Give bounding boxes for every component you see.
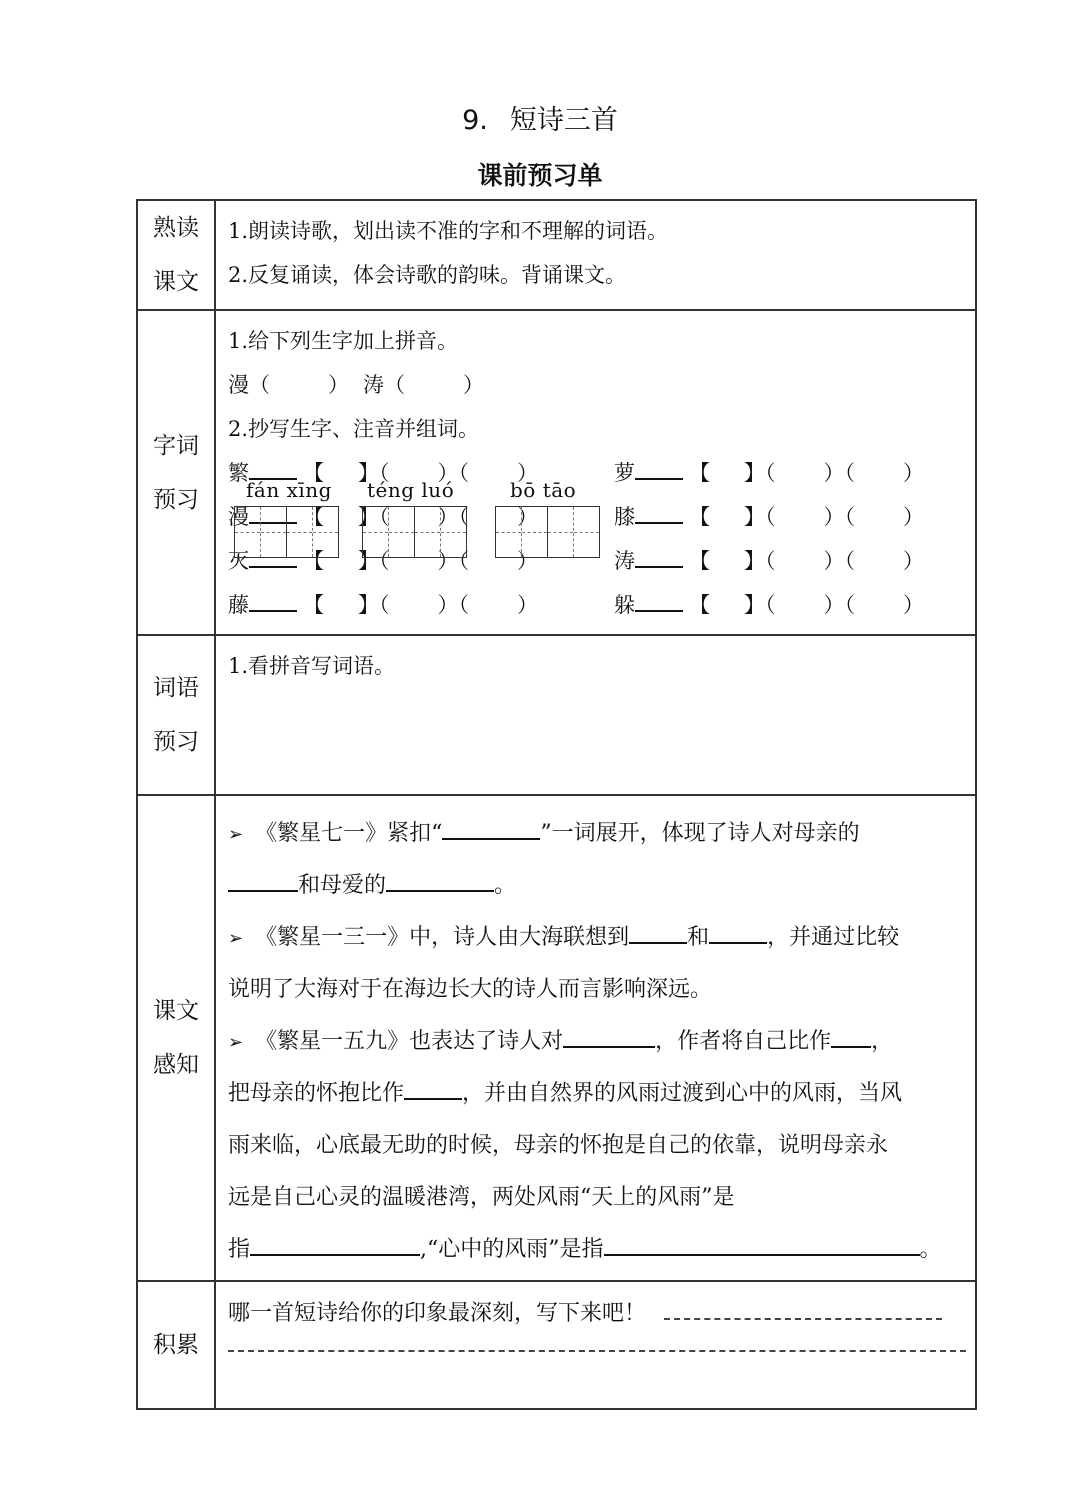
copy-character: 灭	[228, 549, 249, 573]
perception-p2a: ➢ 《繁星一三一》中，诗人由大海联想到 和 ，并通过比较	[228, 920, 899, 951]
row-perception	[137, 795, 976, 1281]
paren-close: ）	[903, 505, 924, 529]
blank[interactable]	[604, 1234, 920, 1256]
row-read	[137, 200, 976, 310]
answer-line[interactable]	[664, 1318, 942, 1320]
blank[interactable]	[250, 1234, 420, 1256]
head-characters: 字词 预习	[137, 310, 215, 635]
copy-blank[interactable]	[249, 590, 297, 612]
paren-open: （	[844, 505, 855, 529]
bracket-close: 】	[744, 505, 765, 529]
worksheet-table	[136, 199, 977, 1410]
bracket-close: 】	[358, 549, 379, 573]
paren-close: ）	[517, 505, 538, 529]
arrow-icon: ➢	[228, 824, 244, 845]
row-accumulate	[137, 1281, 976, 1409]
paren-close: ）	[517, 593, 538, 617]
writing-grid-2[interactable]	[362, 506, 467, 558]
paren-open: （	[844, 461, 855, 485]
content-words	[215, 635, 976, 795]
blank[interactable]	[563, 1026, 655, 1048]
pinyin-label-2: téng luó	[367, 478, 455, 502]
copy-blank[interactable]	[635, 546, 683, 568]
accumulate-line-2	[228, 1328, 966, 1358]
lesson-number: 9.	[462, 105, 488, 136]
paren-open: （	[765, 461, 776, 485]
paren-close: ）	[823, 593, 845, 617]
paren-open: （	[379, 505, 390, 529]
copy-blank[interactable]	[249, 458, 297, 480]
row-words	[137, 635, 976, 795]
blank[interactable]	[228, 870, 298, 892]
paren-close: ）	[437, 505, 459, 529]
paren-open: （	[458, 461, 469, 485]
paren-close: ）	[517, 461, 538, 485]
copy-character: 漫	[228, 505, 249, 529]
pinyin-label-3: bō tāo	[510, 478, 577, 502]
page-title	[0, 98, 1080, 137]
paren-open: （	[458, 549, 469, 573]
pinyin-label-1: fán xīng	[246, 478, 332, 502]
copy-item	[614, 457, 924, 487]
content-read	[215, 200, 976, 310]
perception-p3e: 指 ,“心中的风雨”是指 。	[228, 1232, 942, 1263]
perception-p2b: 说明了大海对于在海边长大的诗人而言影响深远。	[228, 977, 713, 1002]
perception-p1b: 和母爱的 。	[228, 868, 516, 899]
paren-close: ）	[437, 549, 459, 573]
paren-open: （	[379, 593, 390, 617]
row-characters	[137, 310, 976, 635]
paren-close: ）	[903, 461, 924, 485]
page-subtitle: 课前预习单	[477, 161, 603, 190]
char-q1: 1.给下列生字加上拼音。	[228, 329, 459, 353]
head-words: 词语 预习	[137, 635, 215, 795]
bracket-close: 】	[744, 593, 765, 617]
bracket-open: 【	[689, 549, 710, 573]
blank[interactable]	[629, 922, 687, 944]
copy-item	[614, 545, 924, 575]
arrow-icon: ➢	[228, 928, 244, 949]
writing-grid-1[interactable]	[234, 506, 339, 558]
paren-close: ）	[437, 593, 459, 617]
accumulate-q: 哪一首短诗给你的印象最深刻，写下来吧！	[228, 1296, 942, 1327]
copy-character: 萝	[614, 461, 635, 485]
read-line-2: 2.反复诵读，体会诗歌的韵味。背诵课文。	[228, 263, 627, 287]
words-q1: 1.看拼音写词语。	[228, 654, 396, 678]
paren-open: （	[765, 549, 776, 573]
copy-character: 藤	[228, 593, 249, 617]
head-accumulate: 积累	[137, 1281, 215, 1409]
char-q2: 2.抄写生字、注音并组词。	[228, 417, 480, 441]
copy-item	[614, 589, 924, 619]
bracket-open: 【	[303, 461, 324, 485]
bracket-open: 【	[303, 505, 324, 529]
blank[interactable]	[404, 1078, 462, 1100]
paren-open: （	[458, 505, 469, 529]
paren-open: （	[458, 593, 469, 617]
paren-open: （	[844, 593, 855, 617]
content-characters	[215, 310, 976, 635]
content-perception	[215, 795, 976, 1281]
perception-p1a: ➢ 《繁星七一》紧扣“ ”一词展开，体现了诗人对母亲的	[228, 816, 860, 847]
paren-close: ）	[903, 593, 924, 617]
blank[interactable]	[831, 1026, 871, 1048]
pinyin-blanks: 漫（ ） 涛（ ）	[228, 373, 484, 397]
bracket-open: 【	[689, 505, 710, 529]
paren-close: ）	[823, 549, 845, 573]
bracket-open: 【	[689, 593, 710, 617]
bracket-close: 】	[358, 505, 379, 529]
blank[interactable]	[386, 870, 494, 892]
paren-close: ）	[823, 505, 845, 529]
bracket-open: 【	[303, 593, 324, 617]
writing-grid-3[interactable]	[495, 506, 600, 558]
bracket-close: 】	[744, 461, 765, 485]
copy-blank[interactable]	[635, 590, 683, 612]
bracket-close: 】	[744, 549, 765, 573]
answer-line[interactable]	[228, 1328, 966, 1352]
copy-character: 涛	[614, 549, 635, 573]
arrow-icon: ➢	[228, 1032, 244, 1053]
copy-blank[interactable]	[635, 502, 683, 524]
paren-open: （	[844, 549, 855, 573]
copy-item	[614, 501, 924, 531]
read-line-1: 1.朗读诗歌，划出读不准的字和不理解的词语。	[228, 219, 669, 243]
perception-p3c: 雨来临，心底最无助的时候，母亲的怀抱是自己的依靠，说明母亲永	[228, 1133, 889, 1158]
blank[interactable]	[709, 922, 767, 944]
lesson-title: 短诗三首	[509, 105, 618, 136]
paren-open: （	[765, 505, 776, 529]
copy-character: 繁	[228, 461, 249, 485]
paren-open: （	[379, 461, 390, 485]
copy-character: 躲	[614, 593, 635, 617]
bracket-close: 】	[358, 593, 379, 617]
head-perception: 课文 感知	[137, 795, 215, 1281]
bracket-open: 【	[303, 549, 324, 573]
blank[interactable]	[442, 818, 540, 840]
perception-p3a: ➢ 《繁星一五九》也表达了诗人对 ，作者将自己比作 ，	[228, 1024, 893, 1055]
copy-item	[228, 589, 538, 619]
copy-blank[interactable]	[635, 458, 683, 480]
content-accumulate	[215, 1281, 976, 1409]
perception-p3b: 把母亲的怀抱比作 ，并由自然界的风雨过渡到心中的风雨，当风	[228, 1076, 902, 1107]
paren-close: ）	[823, 461, 845, 485]
perception-p3d: 远是自己心灵的温暖港湾，两处风雨“天上的风雨”是	[228, 1185, 735, 1210]
paren-close: ）	[517, 549, 538, 573]
paren-open: （	[765, 593, 776, 617]
paren-close: ）	[437, 461, 459, 485]
paren-open: （	[379, 549, 390, 573]
bracket-open: 【	[689, 461, 710, 485]
copy-character: 膝	[614, 505, 635, 529]
head-read: 熟读 课文	[137, 200, 215, 310]
paren-close: ）	[903, 549, 924, 573]
bracket-close: 】	[358, 461, 379, 485]
